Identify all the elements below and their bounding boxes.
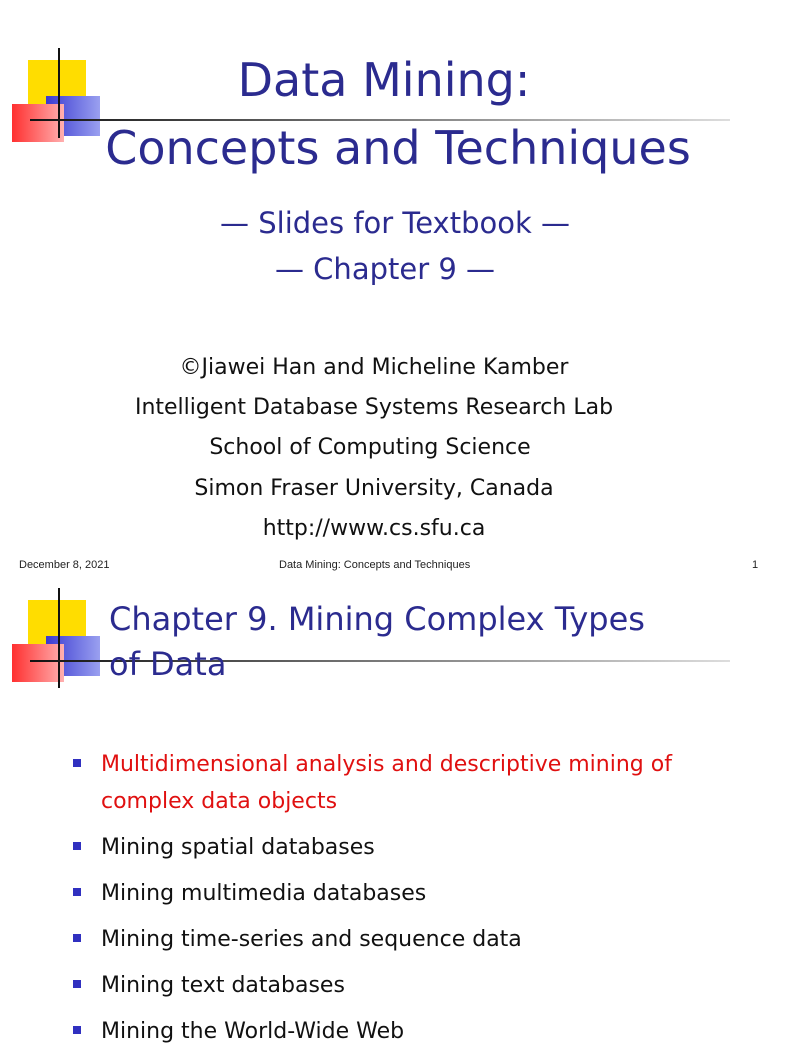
authors-text: ©Jiawei Han and Micheline Kamber bbox=[179, 355, 569, 380]
bullet-square-icon bbox=[73, 980, 81, 988]
bullet-square-icon bbox=[73, 934, 81, 942]
bullet-square-icon bbox=[73, 1026, 81, 1034]
bullet-text: Mining time-series and sequence data bbox=[101, 927, 522, 952]
url-text[interactable]: http://www.cs.sfu.ca bbox=[262, 516, 486, 541]
bullet-item bbox=[72, 875, 712, 912]
bullet-item bbox=[72, 746, 712, 820]
bullet-item bbox=[72, 967, 712, 1004]
bullet-square-icon bbox=[73, 759, 81, 767]
bullet-item bbox=[72, 829, 712, 866]
lab-text: Intelligent Database Systems Research Lab bbox=[134, 395, 614, 420]
slide-title-line1: Data Mining: bbox=[237, 53, 531, 107]
bullet-item bbox=[72, 921, 712, 958]
footer-title: Data Mining: Concepts and Techniques bbox=[279, 559, 471, 571]
slide-subtitle-line1: — Slides for Textbook — bbox=[220, 206, 570, 240]
slide-title-line2: of Data bbox=[109, 645, 227, 683]
bullet-list bbox=[72, 746, 712, 1059]
bullet-square-icon bbox=[73, 888, 81, 896]
footer-page-number: 1 bbox=[752, 559, 759, 571]
bullet-text: Multidimensional analysis and descriptive mining of complex data objects bbox=[101, 752, 672, 814]
slide-title-line2: Concepts and Techniques bbox=[105, 121, 691, 175]
slide-title-line1: Chapter 9. Mining Complex Types bbox=[109, 600, 645, 638]
bullet-text: Mining multimedia databases bbox=[101, 881, 427, 906]
university-text: Simon Fraser University, Canada bbox=[194, 476, 554, 501]
slide-footer bbox=[0, 553, 768, 577]
footer-date: December 8, 2021 bbox=[19, 559, 110, 571]
bullet-square-icon bbox=[73, 842, 81, 850]
school-text: School of Computing Science bbox=[209, 435, 531, 460]
bullet-text: Mining spatial databases bbox=[101, 835, 375, 860]
bullet-text: Mining the World-Wide Web bbox=[101, 1019, 405, 1044]
slide-subtitle-line2: — Chapter 9 — bbox=[274, 252, 496, 286]
bullet-text: Mining text databases bbox=[101, 973, 345, 998]
bullet-item bbox=[72, 1013, 712, 1050]
chapter-slide bbox=[0, 582, 768, 1044]
